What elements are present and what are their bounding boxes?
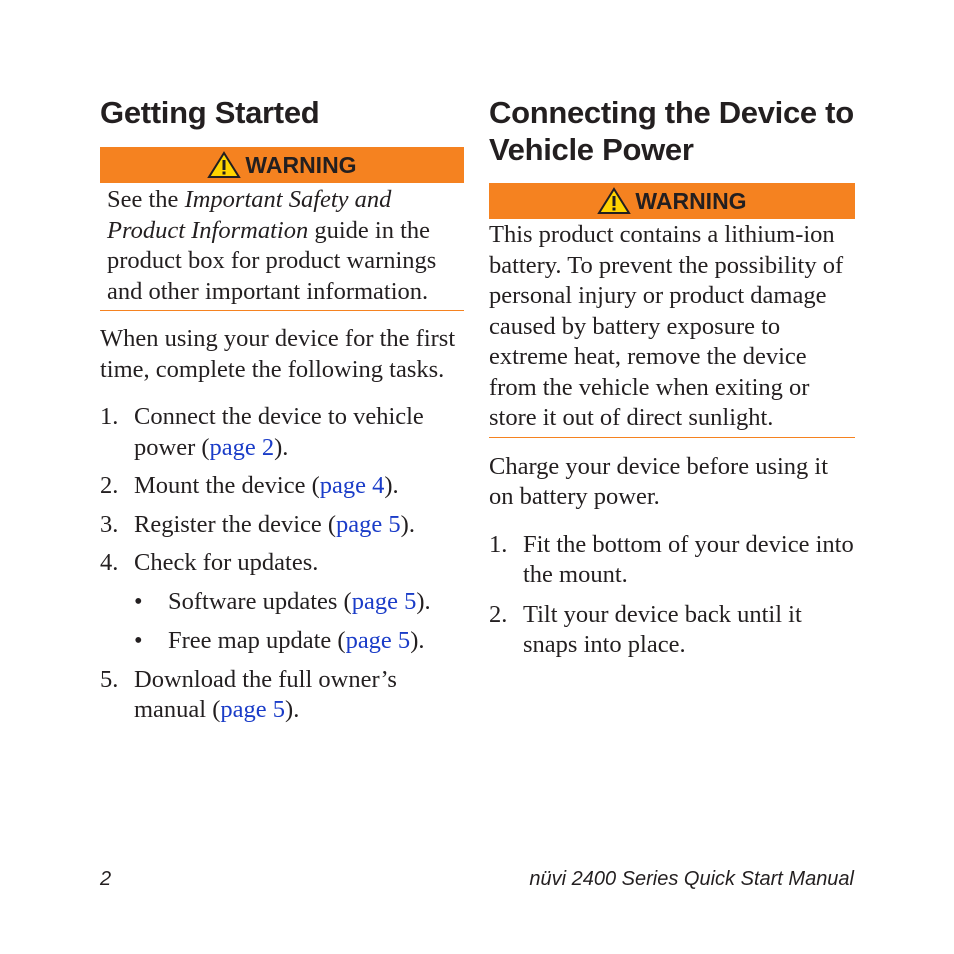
right-intro: Charge your device before using it on battery power. [489, 452, 829, 510]
warning-text-post: guide in the product box for product warnings and other important information. [107, 216, 437, 305]
list-item: 5. Download the full owner’s manual (page 5). [100, 665, 397, 723]
left-warning-text [100, 183, 464, 311]
connecting-device-heading: Connecting the Device to Vehicle Power [489, 95, 854, 167]
mounting-steps [489, 530, 855, 661]
left-warning-box [100, 147, 464, 311]
page-link[interactable]: page 5 [220, 696, 286, 723]
page-link[interactable]: page 5 [351, 587, 417, 615]
manual-title: nüvi 2400 Series Quick Start Manual [529, 868, 854, 890]
right-column [489, 94, 855, 661]
getting-started-heading: Getting Started [100, 95, 320, 130]
warning-triangle-icon [597, 187, 631, 215]
right-warning-box [489, 183, 855, 438]
right-warning-bar [489, 183, 855, 219]
left-warning-bar [100, 147, 464, 183]
left-column [100, 94, 464, 726]
page-link[interactable]: page 5 [345, 627, 411, 654]
getting-started-steps [100, 402, 464, 726]
warning-triangle-icon [207, 151, 241, 179]
left-warning-label: WARNING [245, 151, 357, 178]
list-item: 4. Check for updates. [100, 549, 319, 576]
guide-title: Important Safety and Product Information [107, 186, 392, 244]
page-link[interactable]: page 4 [319, 472, 385, 499]
list-item: 2. Mount the device (page 4). [100, 472, 399, 499]
right-warning-text: This product contains a lithium-ion battery. To prevent the possibility of personal injury or product damage caused by battery exposure to extreme heat, remove the device from the vehicle when exiting or store it out of direct sunlight. [489, 219, 855, 438]
warning-text-pre: See the [107, 186, 185, 213]
right-warning-label: WARNING [635, 187, 747, 214]
page-link[interactable]: page 5 [336, 510, 401, 538]
page-number: 2 [100, 868, 112, 890]
list-item: 1. Connect the device to vehicle power (page 2). [100, 403, 424, 461]
list-item: • Software updates (page 5). [134, 587, 431, 615]
left-intro: When using your device for the first time, complete the following tasks. [100, 325, 456, 383]
list-item: 2. Tilt your device back until it snaps into place. [489, 600, 802, 658]
page-link[interactable]: page 2 [209, 433, 275, 461]
list-item: • Free map update (page 5). [134, 627, 425, 654]
update-subitems [100, 587, 464, 657]
list-item: 1. Fit the bottom of your device into the mount. [489, 530, 854, 588]
list-item: 3. Register the device (page 5). [100, 510, 415, 538]
